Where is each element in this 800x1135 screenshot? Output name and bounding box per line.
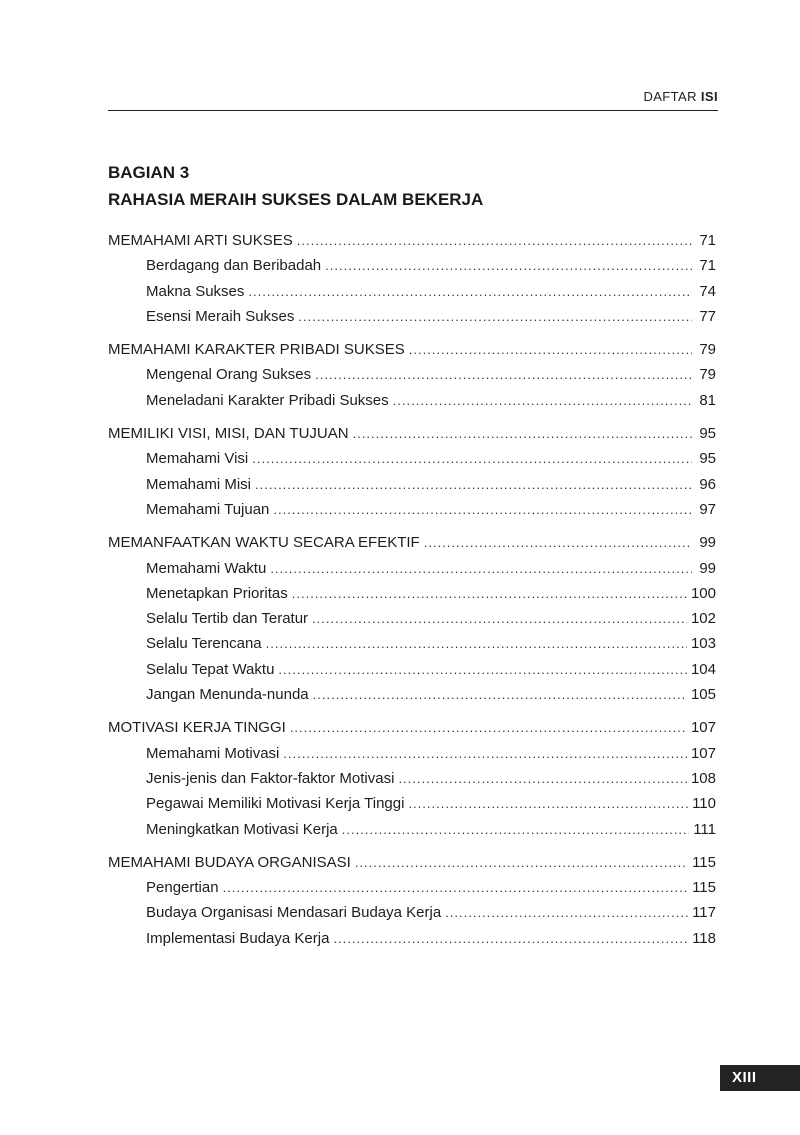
toc-subentry-title: Pegawai Memiliki Motivasi Kerja Tinggi: [146, 795, 405, 813]
dot-leader: [292, 581, 687, 606]
toc-section: [108, 228, 716, 329]
toc-subentry-title: Implementasi Budaya Kerja: [146, 929, 330, 947]
toc-page-number: 115: [692, 879, 716, 897]
toc-chapter-entry: [108, 850, 716, 875]
part-title: RAHASIA MERAIH SUKSES DALAM BEKERJA: [108, 190, 484, 209]
dot-leader: [270, 556, 692, 581]
toc-page-number: 74: [699, 282, 716, 300]
toc-subentry-title: Meningkatkan Motivasi Kerja: [146, 820, 338, 838]
dot-leader: [273, 497, 692, 522]
toc-page-number: 103: [690, 635, 716, 653]
dot-leader: [398, 766, 687, 791]
dot-leader: [252, 446, 692, 471]
dot-leader: [315, 362, 692, 387]
toc-page-number: 79: [699, 366, 716, 384]
running-header: [643, 89, 718, 104]
toc-subentry: [108, 875, 716, 900]
toc-chapter-title: MEMILIKI VISI, MISI, DAN TUJUAN: [108, 425, 349, 443]
toc-subentry-title: Memahami Visi: [146, 450, 249, 468]
toc-page-number: 100: [690, 584, 716, 602]
dot-leader: [255, 472, 692, 497]
toc-subentry-title: Jenis-jenis dan Faktor-faktor Motivasi: [146, 769, 395, 787]
toc-subentry: [108, 388, 716, 413]
dot-leader: [424, 530, 692, 555]
toc-section: [108, 715, 716, 841]
toc-subentry: [108, 556, 716, 581]
toc-chapter-entry: [108, 715, 716, 740]
toc-page-number: 110: [692, 795, 716, 813]
toc-page-number: 79: [699, 341, 716, 359]
toc-subentry: [108, 791, 716, 816]
dot-leader: [353, 421, 692, 446]
part-label: BAGIAN 3: [108, 163, 190, 182]
toc-subentry-title: Selalu Tertib dan Teratur: [146, 610, 309, 628]
dot-leader: [312, 606, 687, 631]
toc-subentry: [108, 682, 716, 707]
toc-page-number: 96: [699, 475, 716, 493]
toc-page-number: 118: [692, 929, 716, 947]
toc-subentry: [108, 817, 716, 842]
page-number-tab: [720, 1065, 800, 1091]
toc-page-number: 71: [699, 257, 716, 275]
table-of-contents: [108, 228, 716, 959]
dot-leader: [342, 817, 689, 842]
toc-subentry-title: Makna Sukses: [146, 282, 245, 300]
toc-chapter-title: MEMAHAMI BUDAYA ORGANISASI: [108, 853, 351, 871]
toc-subentry: [108, 581, 716, 606]
toc-page-number: 104: [690, 660, 716, 678]
toc-subentry-title: Mengenal Orang Sukses: [146, 366, 312, 384]
toc-subentry: [108, 657, 716, 682]
toc-chapter-title: MOTIVASI KERJA TINGGI: [108, 719, 286, 737]
toc-subentry: [108, 900, 716, 925]
toc-subentry: [108, 279, 716, 304]
toc-section: [108, 850, 716, 951]
toc-subentry-title: Menetapkan Prioritas: [146, 584, 288, 602]
dot-leader: [283, 741, 687, 766]
toc-page-number: 95: [699, 425, 716, 443]
dot-leader: [248, 279, 692, 304]
toc-subentry: [108, 631, 716, 656]
toc-subentry: [108, 362, 716, 387]
dot-leader: [266, 631, 687, 656]
toc-subentry-title: Memahami Waktu: [146, 559, 267, 577]
toc-page-number: 111: [693, 820, 716, 838]
toc-chapter-entry: [108, 337, 716, 362]
page-number: XIII: [732, 1069, 757, 1086]
toc-page-number: 117: [692, 904, 716, 922]
toc-section: [108, 530, 716, 707]
toc-subentry: [108, 741, 716, 766]
dot-leader: [223, 875, 689, 900]
dot-leader: [393, 388, 692, 413]
toc-subentry: [108, 304, 716, 329]
toc-section: [108, 337, 716, 413]
toc-subentry: [108, 497, 716, 522]
toc-subentry-title: Budaya Organisasi Mendasari Budaya Kerja: [146, 904, 442, 922]
toc-subentry-title: Memahami Motivasi: [146, 744, 280, 762]
running-header-label: DAFTAR: [643, 89, 701, 104]
toc-subentry-title: Memahami Tujuan: [146, 500, 270, 518]
toc-page-number: 99: [699, 534, 716, 552]
toc-chapter-title: MEMANFAATKAN WAKTU SECARA EFEKTIF: [108, 534, 420, 552]
toc-subentry: [108, 253, 716, 278]
toc-chapter-entry: [108, 421, 716, 446]
toc-section: [108, 421, 716, 522]
dot-leader: [333, 926, 688, 951]
toc-page-number: 107: [690, 719, 716, 737]
dot-leader: [313, 682, 687, 707]
running-header-label-bold: ISI: [700, 89, 718, 104]
toc-subentry-title: Meneladani Karakter Pribadi Sukses: [146, 391, 389, 409]
toc-page-number: 115: [692, 853, 716, 871]
toc-page-number: 71: [699, 232, 716, 249]
dot-leader: [409, 337, 692, 362]
toc-subentry: [108, 472, 716, 497]
dot-leader: [408, 791, 688, 816]
toc-subentry-title: Berdagang dan Beribadah: [146, 257, 322, 275]
part-heading: [108, 159, 483, 213]
toc-subentry: [108, 766, 716, 791]
toc-chapter-title: MEMAHAMI ARTI SUKSES: [108, 232, 293, 249]
toc-subentry-title: Pengertian: [146, 879, 219, 897]
header-rule: [108, 110, 718, 111]
toc-subentry: [108, 446, 716, 471]
toc-page-number: 97: [699, 500, 716, 518]
toc-page-number: 99: [699, 559, 716, 577]
toc-subentry-title: Esensi Meraih Sukses: [146, 307, 295, 325]
toc-subentry-title: Selalu Terencana: [146, 635, 262, 653]
toc-page-number: 102: [690, 610, 716, 628]
toc-page-number: 105: [690, 686, 716, 704]
toc-chapter-title: MEMAHAMI KARAKTER PRIBADI SUKSES: [108, 341, 405, 359]
toc-page-number: 95: [699, 450, 716, 468]
toc-chapter-entry: [108, 530, 716, 555]
toc-page-number: 77: [699, 307, 716, 325]
toc-subentry-title: Jangan Menunda-nunda: [146, 686, 309, 704]
dot-leader: [297, 228, 692, 253]
dot-leader: [298, 304, 692, 329]
dot-leader: [325, 253, 692, 278]
toc-page-number: 107: [690, 744, 716, 762]
toc-subentry: [108, 926, 716, 951]
dot-leader: [290, 715, 687, 740]
dot-leader: [445, 900, 688, 925]
toc-chapter-entry: [108, 228, 716, 253]
toc-page-number: 81: [699, 391, 716, 409]
dot-leader: [278, 657, 687, 682]
toc-page-number: 108: [690, 769, 716, 787]
dot-leader: [355, 850, 688, 875]
toc-subentry-title: Memahami Misi: [146, 475, 252, 493]
toc-subentry-title: Selalu Tepat Waktu: [146, 660, 275, 678]
toc-subentry: [108, 606, 716, 631]
